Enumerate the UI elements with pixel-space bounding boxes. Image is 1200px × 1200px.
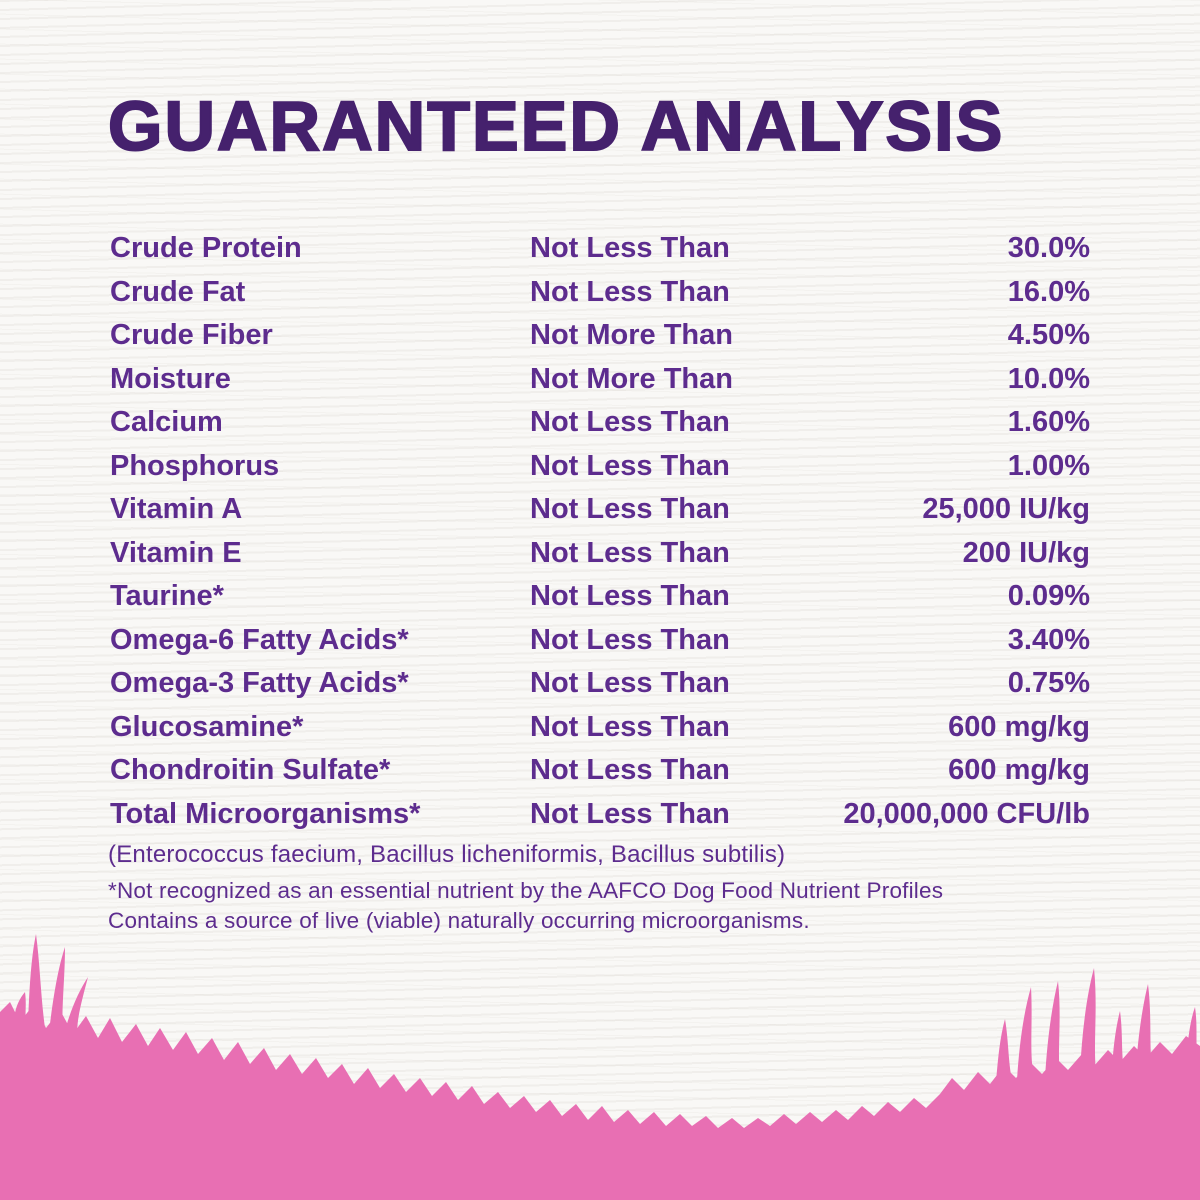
table-row <box>110 314 1090 358</box>
nutrient-value: 20,000,000 CFU/lb <box>843 797 1090 830</box>
condition-text: Not More Than <box>530 362 733 395</box>
condition-text: Not Less Than <box>530 754 730 787</box>
nutrient-value: 4.50% <box>1007 319 1090 352</box>
nutrient-name: Omega-3 Fatty Acids* <box>110 667 409 700</box>
footnote-line-2: Contains a source of live (viable) naturally occurring microorganisms. <box>108 907 810 933</box>
condition-text: Not Less Than <box>530 406 730 439</box>
analysis-table <box>110 227 1090 836</box>
nutrient-value: 1.60% <box>1007 406 1090 439</box>
nutrient-value: 10.0% <box>1007 362 1090 395</box>
condition-text: Not Less Than <box>530 623 730 656</box>
nutrient-value: 0.09% <box>1007 580 1090 613</box>
nutrient-name: Crude Fiber <box>110 319 273 352</box>
nutrient-name: Crude Fat <box>110 275 246 308</box>
footnote-line-1: *Not recognized as an essential nutrient by the AAFCO Dog Food Nutrient Profiles <box>108 878 944 903</box>
condition-text: Not Less Than <box>530 232 730 265</box>
nutrient-value: 30.0% <box>1007 232 1090 265</box>
condition-text: Not Less Than <box>530 710 730 743</box>
nutrient-name: Crude Protein <box>110 232 302 265</box>
nutrient-name: Chondroitin Sulfate* <box>110 754 391 787</box>
nutrient-value: 16.0% <box>1007 275 1090 308</box>
table-row <box>110 532 1090 576</box>
nutrient-value: 600 mg/kg <box>948 710 1090 743</box>
table-row <box>110 706 1090 750</box>
pink-grass-silhouette <box>0 920 1200 1200</box>
table-row <box>110 575 1090 619</box>
nutrient-value: 200 IU/kg <box>962 536 1090 569</box>
condition-text: Not Less Than <box>530 797 730 830</box>
table-row <box>110 662 1090 706</box>
table-row <box>110 358 1090 402</box>
nutrient-name: Taurine* <box>110 580 224 613</box>
nutrient-name: Vitamin A <box>110 493 243 526</box>
table-row <box>110 619 1090 663</box>
nutrient-value: 0.75% <box>1007 667 1090 700</box>
nutrient-value: 25,000 IU/kg <box>922 493 1090 526</box>
table-row <box>110 793 1090 837</box>
table-row <box>110 401 1090 445</box>
nutrient-name: Calcium <box>110 406 223 439</box>
nutrient-value: 600 mg/kg <box>948 754 1090 787</box>
condition-text: Not Less Than <box>530 275 730 308</box>
nutrient-name: Total Microorganisms* <box>110 797 421 830</box>
condition-text: Not Less Than <box>530 667 730 700</box>
nutrient-name: Phosphorus <box>110 449 280 482</box>
page-title: GUARANTEED ANALYSIS <box>108 87 1005 165</box>
table-row <box>110 227 1090 271</box>
condition-text: Not Less Than <box>530 449 730 482</box>
table-row <box>110 749 1090 793</box>
condition-text: Not More Than <box>530 319 733 352</box>
condition-text: Not Less Than <box>530 536 730 569</box>
nutrient-value: 3.40% <box>1007 623 1090 656</box>
nutrient-name: Moisture <box>110 362 231 395</box>
nutrient-value: 1.00% <box>1007 449 1090 482</box>
nutrient-name: Glucosamine* <box>110 710 304 743</box>
microorganism-species-note: (Enterococcus faecium, Bacillus licheniformis, Bacillus subtilis) <box>108 841 786 868</box>
condition-text: Not Less Than <box>530 580 730 613</box>
condition-text: Not Less Than <box>530 493 730 526</box>
table-row <box>110 271 1090 315</box>
table-row <box>110 488 1090 532</box>
table-row <box>110 445 1090 489</box>
nutrient-name: Omega-6 Fatty Acids* <box>110 623 409 656</box>
nutrient-name: Vitamin E <box>110 536 242 569</box>
